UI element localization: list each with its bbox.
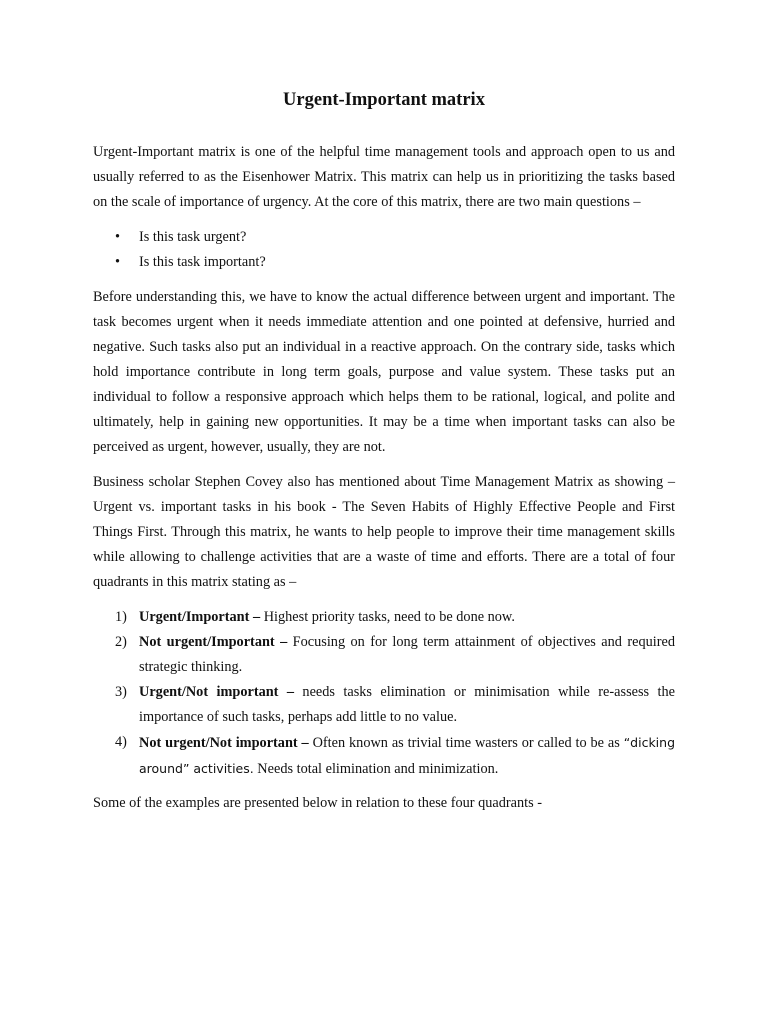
bullet-icon: • xyxy=(115,254,121,270)
closing-paragraph: Some of the examples are presented below in relation to these four quadrants - xyxy=(93,795,543,811)
page-title: Urgent-Important matrix xyxy=(283,90,485,110)
quadrant-label: Not urgent/Important – xyxy=(139,634,288,650)
quadrants-list xyxy=(93,605,675,782)
quadrant-quote: “dicking around” activities. xyxy=(139,735,676,776)
quadrant-text: Highest priority tasks, need to be done now. xyxy=(260,609,515,625)
quadrant-label: Urgent/Not important – xyxy=(139,684,295,700)
quadrant-number: 3) xyxy=(115,684,127,700)
intro-paragraph: Urgent-Important matrix is one of the helpful time management tools and approach open to us and usually referred to as the Eisenhower Matrix. This matrix can help us in prioritizing the tasks based on the scale of importance of urgency. At the core of this matrix, there are two main questions – xyxy=(93,144,675,210)
quadrant-number: 2) xyxy=(115,634,127,650)
quadrant-number: 4) xyxy=(115,734,127,750)
quadrant-label: Not urgent/Not important – xyxy=(139,735,309,751)
question-text: Is this task urgent? xyxy=(139,229,247,245)
quadrant-item-3 xyxy=(93,680,675,730)
quadrant-text-after: Needs total elimination and minimization. xyxy=(253,761,499,777)
quadrant-text: Often known as trivial time wasters or called to be as xyxy=(308,735,624,751)
covey-paragraph: Business scholar Stephen Covey also has mentioned about Time Management Matrix as showing – Urgent vs. important tasks in his book - The Seven Habits of Highly Effective People and First Things First. Through this matrix, he wants to help people to improve their time management skills while allowing to challenge activities that are a waste of time and efforts. There are a total of four quadrants in this matrix stating as – xyxy=(93,474,675,590)
quadrant-label: Urgent/Important – xyxy=(139,609,261,625)
document-page xyxy=(93,86,675,826)
quadrant-text: needs tasks elimination or minimisation while re-assess the importance of such tasks, perhaps add little to no value. xyxy=(139,684,675,725)
quadrant-text: Focusing on for long term attainment of objectives and required strategic thinking. xyxy=(139,634,675,675)
quadrant-number: 1) xyxy=(115,609,127,625)
quadrant-item-2 xyxy=(93,630,675,680)
bullet-icon: • xyxy=(115,229,121,245)
difference-paragraph: Before understanding this, we have to know the actual difference between urgent and important. The task becomes urgent when it needs immediate attention and one pointed at defensive, hurried and negative. Such tasks also put an individual in a reactive approach. On the contrary side, tasks which hold importance contribute in long term goals, purpose and value system. These tasks put an individual to follow a responsive approach which helps them to be rational, logical, and polite and ultimately, help in gaining new opportunities. It may be a time when important tasks can also be perceived as urgent, however, usually, they are not. xyxy=(93,289,675,455)
quadrant-item-1 xyxy=(93,605,675,630)
list-item xyxy=(93,225,675,250)
questions-list xyxy=(93,225,675,275)
quadrant-item-4 xyxy=(93,730,675,782)
question-text: Is this task important? xyxy=(139,254,266,270)
list-item xyxy=(93,250,675,275)
